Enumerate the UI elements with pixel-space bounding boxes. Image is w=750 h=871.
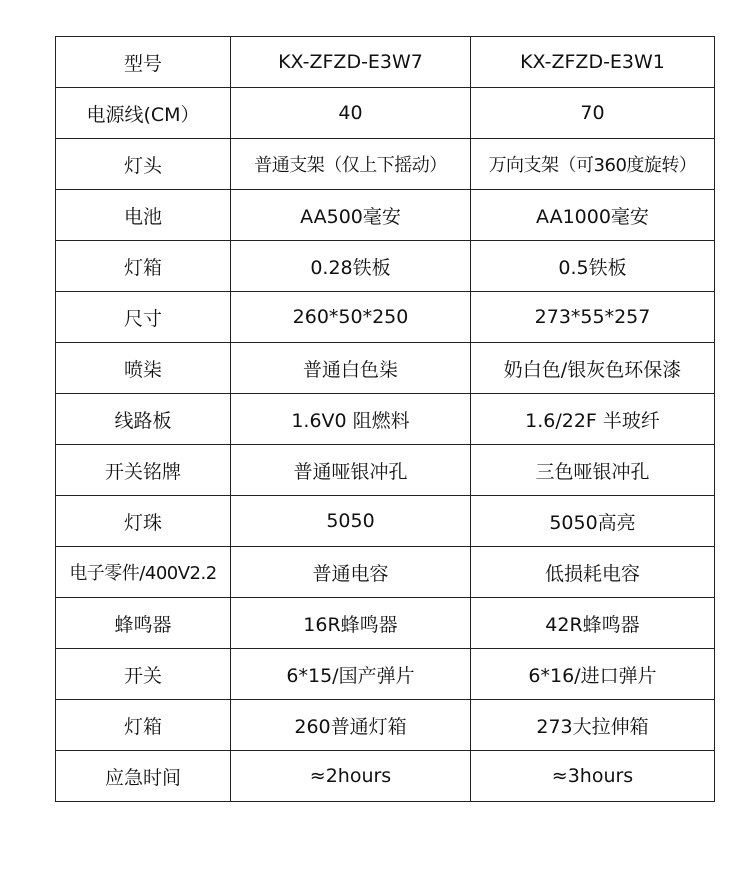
model-b-value: 三色哑银冲孔 [471,445,715,496]
table-row [56,445,715,496]
row-label: 电源线(CM） [56,88,231,139]
model-a-value: 1.6V0 阻燃料 [231,394,471,445]
row-label: 灯箱 [56,700,231,751]
table-row [56,139,715,190]
model-a-value: ≈2hours [231,751,471,802]
table-row [56,394,715,445]
row-label: 灯头 [56,139,231,190]
model-a-value: 40 [231,88,471,139]
model-a-value: 16R蜂鸣器 [231,598,471,649]
model-a-value: 普通白色柒 [231,343,471,394]
model-b-value: 5050高亮 [471,496,715,547]
row-label: 应急时间 [56,751,231,802]
model-b-value: 奶白色/银灰色环保漆 [471,343,715,394]
row-label: 灯箱 [56,241,231,292]
model-b-value: ≈3hours [471,751,715,802]
model-b-value: KX-ZFZD-E3W1 [471,37,715,88]
model-a-value: 0.28铁板 [231,241,471,292]
model-b-value: 0.5铁板 [471,241,715,292]
row-label: 开关铭牌 [56,445,231,496]
table-row [56,700,715,751]
model-b-value: 1.6/22F 半玻纤 [471,394,715,445]
model-a-value: 5050 [231,496,471,547]
model-a-value: 6*15/国产弹片 [231,649,471,700]
table-row [56,649,715,700]
table-row [56,547,715,598]
model-b-value: 6*16/进口弹片 [471,649,715,700]
row-label: 灯珠 [56,496,231,547]
table-row [56,292,715,343]
table-row [56,37,715,88]
row-label: 尺寸 [56,292,231,343]
row-label: 线路板 [56,394,231,445]
model-a-value: KX-ZFZD-E3W7 [231,37,471,88]
model-a-value: 普通支架（仅上下摇动） [231,139,471,190]
row-label: 电子零件/400V2.2 [56,547,231,598]
model-b-value: 42R蜂鸣器 [471,598,715,649]
table-row [56,496,715,547]
table-row [56,190,715,241]
table-row [56,241,715,292]
row-label: 电池 [56,190,231,241]
model-a-value: AA500毫安 [231,190,471,241]
table-row [56,751,715,802]
row-label: 蜂鸣器 [56,598,231,649]
model-b-value: 273*55*257 [471,292,715,343]
table-row [56,343,715,394]
spec-comparison-table [55,36,715,802]
row-label: 型号 [56,37,231,88]
model-a-value: 普通电容 [231,547,471,598]
row-label: 开关 [56,649,231,700]
spec-table-body [56,37,715,802]
model-a-value: 260*50*250 [231,292,471,343]
table-row [56,598,715,649]
model-b-value: 万向支架（可360度旋转） [471,139,715,190]
model-a-value: 普通哑银冲孔 [231,445,471,496]
model-a-value: 260普通灯箱 [231,700,471,751]
row-label: 喷柒 [56,343,231,394]
model-b-value: 273大拉伸箱 [471,700,715,751]
model-b-value: AA1000毫安 [471,190,715,241]
model-b-value: 70 [471,88,715,139]
table-row [56,88,715,139]
model-b-value: 低损耗电容 [471,547,715,598]
